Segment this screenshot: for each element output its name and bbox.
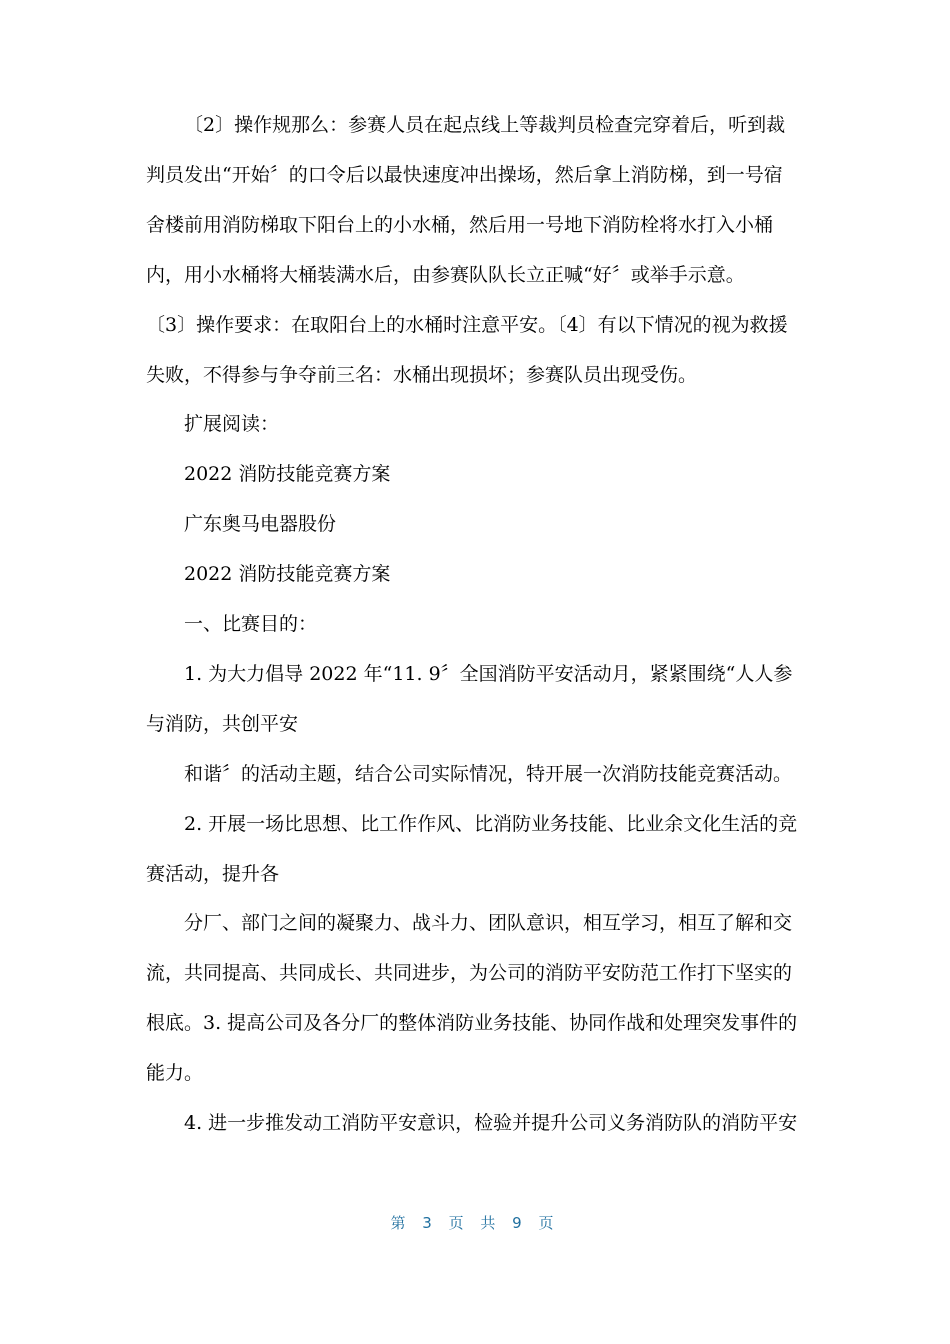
paragraph-line: 分厂、部门之间的凝聚力、战斗力、团队意识，相互学习，相互了解和交 [184, 912, 793, 934]
section-heading: 一、比赛目的： [184, 613, 318, 635]
paragraph-line: 能力。 [146, 1062, 204, 1084]
paragraph-line: 根底。3. 提高公司及各分厂的整体消防业务技能、协同作战和处理突发事件的 [146, 1012, 798, 1034]
paragraph-line: 4. 进一步推发动工消防平安意识，检验并提升公司义务消防队的消防平安 [184, 1112, 798, 1134]
plan-title: 2022 消防技能竞赛方案 [184, 563, 391, 585]
page-number: 第 3 页 共 9 页 [390, 1214, 560, 1232]
paragraph-line: 与消防，共创平安 [146, 713, 299, 735]
paragraph-line: 流，共同提高、共同成长、共同进步，为公司的消防平安防范工作打下坚实的 [146, 962, 793, 984]
paragraph-line: 内，用小水桶将大桶装满水后，由参赛队队长立正喊“好〞或举手示意。 [146, 264, 745, 286]
paragraph-line: 〔2〕操作规那么：参赛人员在起点线上等裁判员检查完穿着后，听到裁 [184, 114, 786, 136]
paragraph-line: 和谐〞的活动主题，结合公司实际情况，特开展一次消防技能竞赛活动。 [184, 763, 793, 785]
paragraph-line: 1. 为大力倡导 2022 年“11. 9〞全国消防平安活动月，紧紧围绕“人人参 [184, 663, 793, 685]
paragraph-line: 舍楼前用消防梯取下阳台上的小水桶，然后用一号地下消防栓将水打入小桶 [146, 214, 774, 236]
paragraph-line: 失败，不得参与争夺前三名：水桶出现损坏；参赛队员出现受伤。 [146, 364, 698, 386]
paragraph-line: 〔3〕操作要求：在取阳台上的水桶时注意平安。〔4〕有以下情况的视为救援 [146, 314, 788, 336]
heading-extended-reading: 扩展阅读： [184, 413, 280, 435]
plan-title: 2022 消防技能竞赛方案 [184, 463, 391, 485]
paragraph-line: 2. 开展一场比思想、比工作作风、比消防业务技能、比业余文化生活的竞 [184, 813, 798, 835]
company-name: 广东奥马电器股份 [184, 513, 337, 535]
paragraph-line: 判员发出“开始〞的口令后以最快速度冲出操场，然后拿上消防梯，到一号宿 [146, 164, 783, 186]
paragraph-line: 赛活动，提升各 [146, 863, 280, 885]
